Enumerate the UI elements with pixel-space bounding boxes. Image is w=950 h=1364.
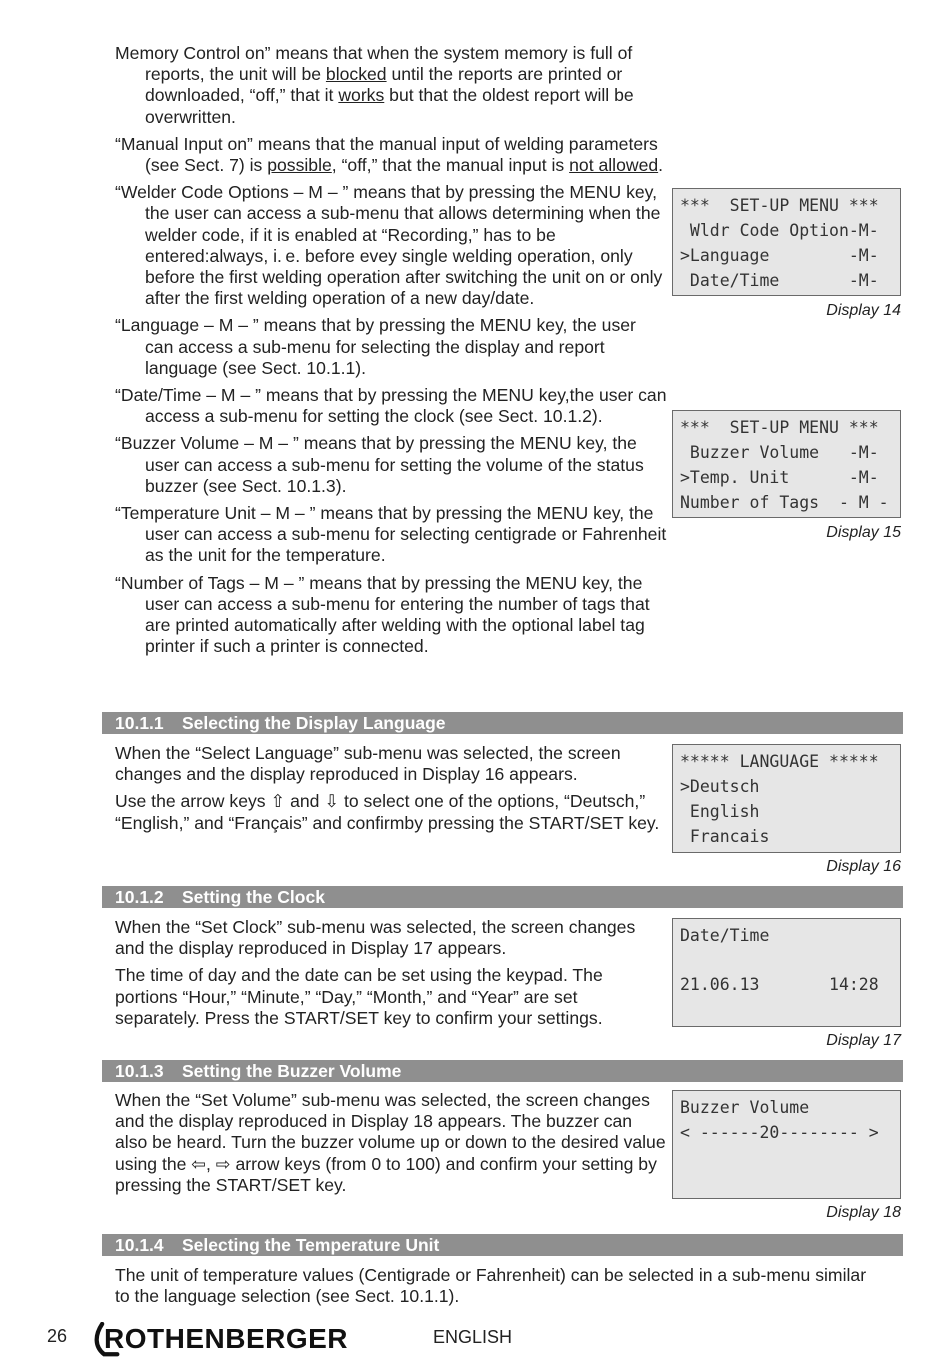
- display-line: Date/Time: [680, 926, 770, 945]
- brand-logo: ROTHENBERGER: [104, 1323, 349, 1354]
- section-number: 10.1.1: [115, 713, 164, 733]
- display-17-screen: [672, 918, 901, 1027]
- section-title: Selecting the Temperature Unit: [182, 1235, 440, 1255]
- section-heading-10-1-2: [102, 886, 903, 908]
- definition-date-time: “Date/Time – M – ” means that by pressing the MENU key,the user can access a sub-menu for setting the clock (see Sect. 10.1.2).: [115, 385, 667, 427]
- definitions-column: [115, 43, 667, 663]
- display-line: >Language -M-: [680, 246, 879, 265]
- display-line: ***** LANGUAGE *****: [680, 752, 879, 771]
- display-14-caption: Display 14: [826, 302, 901, 319]
- display-line: English: [680, 802, 760, 821]
- definition-welder-code: “Welder Code Options – M – ” means that by pressing the MENU key, the user can access a sub-menu that allows determining when the welder code, if it is enabled at “Recording,” has to be entered:always, i. e. before evey single welding operation, only before the first welding operation after switching the unit on or only after the first welding operation of a new day/date.: [115, 182, 663, 309]
- paragraph: The unit of temperature values (Centigrade or Fahrenheit) can be selected in a sub-menu similar to the language selection (see Sect. 10.1.1).: [115, 1265, 867, 1307]
- section-10-1-3-body: [115, 1090, 667, 1202]
- paragraph: When the “Select Language” sub-menu was selected, the screen changes and the display reproduced in Display 16 appears.: [115, 743, 621, 785]
- display-16-caption: Display 16: [826, 858, 901, 875]
- display-line: < ------20-------- >: [680, 1123, 879, 1142]
- definition-buzzer-volume: “Buzzer Volume – M – ” means that by pressing the MENU key, the user can access a sub-menu for setting the volume of the status buzzer (see Sect. 10.1.3).: [115, 433, 644, 496]
- section-number: 10.1.2: [115, 887, 164, 907]
- display-line: Number of Tags - M -: [680, 493, 889, 512]
- section-10-1-4-body: [115, 1265, 875, 1313]
- display-15-screen: [672, 410, 901, 518]
- display-line: >Deutsch: [680, 777, 760, 796]
- section-title: Setting the Buzzer Volume: [182, 1061, 402, 1081]
- paragraph: Use the arrow keys ⇧ and ⇩ to select one of the options, “Deutsch,” “English,” and “Français” and confirmby pressing the START/SET key.: [115, 791, 660, 833]
- section-10-1-1-body: [115, 743, 667, 840]
- display-14-screen: [672, 188, 901, 296]
- page-number: 26: [47, 1326, 68, 1346]
- display-15-caption: Display 15: [826, 524, 901, 541]
- section-number: 10.1.4: [115, 1235, 164, 1255]
- display-line: *** SET-UP MENU ***: [680, 196, 879, 215]
- display-18-screen: [672, 1090, 901, 1199]
- paragraph: The time of day and the date can be set using the keypad. The portions “Hour,” “Minute,” “Day,” “Month,” and “Year” are set separately. Press the START/SET key to confirm your settings.: [115, 965, 603, 1028]
- section-10-1-2-body: [115, 917, 667, 1035]
- section-title: Selecting the Display Language: [182, 713, 446, 733]
- display-16-screen: [672, 744, 901, 853]
- display-line: Wldr Code Option-M-: [680, 221, 879, 240]
- display-line: Date/Time -M-: [680, 271, 879, 290]
- definition-language: “Language – M – ” means that by pressing the MENU key, the user can access a sub-menu for selecting the display and report language (see Sect. 10.1.1).: [115, 315, 636, 378]
- display-line: 21.06.13 14:28: [680, 975, 879, 994]
- section-number: 10.1.3: [115, 1061, 164, 1081]
- paragraph: When the “Set Clock” sub-menu was selected, the screen changes and the display reproduced in Display 17 appears.: [115, 917, 636, 959]
- section-heading-10-1-3: [102, 1060, 903, 1082]
- display-line: Francais: [680, 827, 770, 846]
- display-line: Buzzer Volume: [680, 1098, 810, 1117]
- definition-memory: Memory Control on” means that when the system memory is full of reports, the unit will be blocked until the reports are printed or downloaded, “off,” that it works but that the oldest report will be overwritten.: [115, 43, 634, 127]
- display-18-caption: Display 18: [826, 1204, 901, 1221]
- definition-temperature-unit: “Temperature Unit – M – ” means that by pressing the MENU key, the user can access a sub-menu for selecting centigrade or Fahrenheit as the unit for the temperature.: [115, 503, 667, 566]
- section-heading-10-1-1: [102, 712, 903, 734]
- display-line: *** SET-UP MENU ***: [680, 418, 879, 437]
- display-17-caption: Display 17: [826, 1032, 901, 1049]
- definition-number-of-tags: “Number of Tags – M – ” means that by pressing the MENU key, the user can access a sub-menu for entering the number of tags that are printed automatically after welding with the optional label tag printer if such a printer is connected.: [115, 572, 650, 657]
- display-line: >Temp. Unit -M-: [680, 468, 879, 487]
- section-title: Setting the Clock: [182, 887, 325, 907]
- definition-manual-input: “Manual Input on” means that the manual input of welding parameters (see Sect. 7) is possible, “off,” that the manual input is not allowed.: [115, 133, 664, 176]
- display-line: Buzzer Volume -M-: [680, 443, 879, 462]
- section-heading-10-1-4: [102, 1234, 903, 1256]
- footer-language: ENGLISH: [433, 1327, 513, 1347]
- paragraph: When the “Set Volume” sub-menu was selected, the screen changes and the display reproduced in Display 18 appears. The buzzer can also be heard. Turn the buzzer volume up or down to the desired value using the ⇦, ⇨ arrow keys (from 0 to 100) and confirm your setting by pressing the START/SET key.: [115, 1090, 666, 1195]
